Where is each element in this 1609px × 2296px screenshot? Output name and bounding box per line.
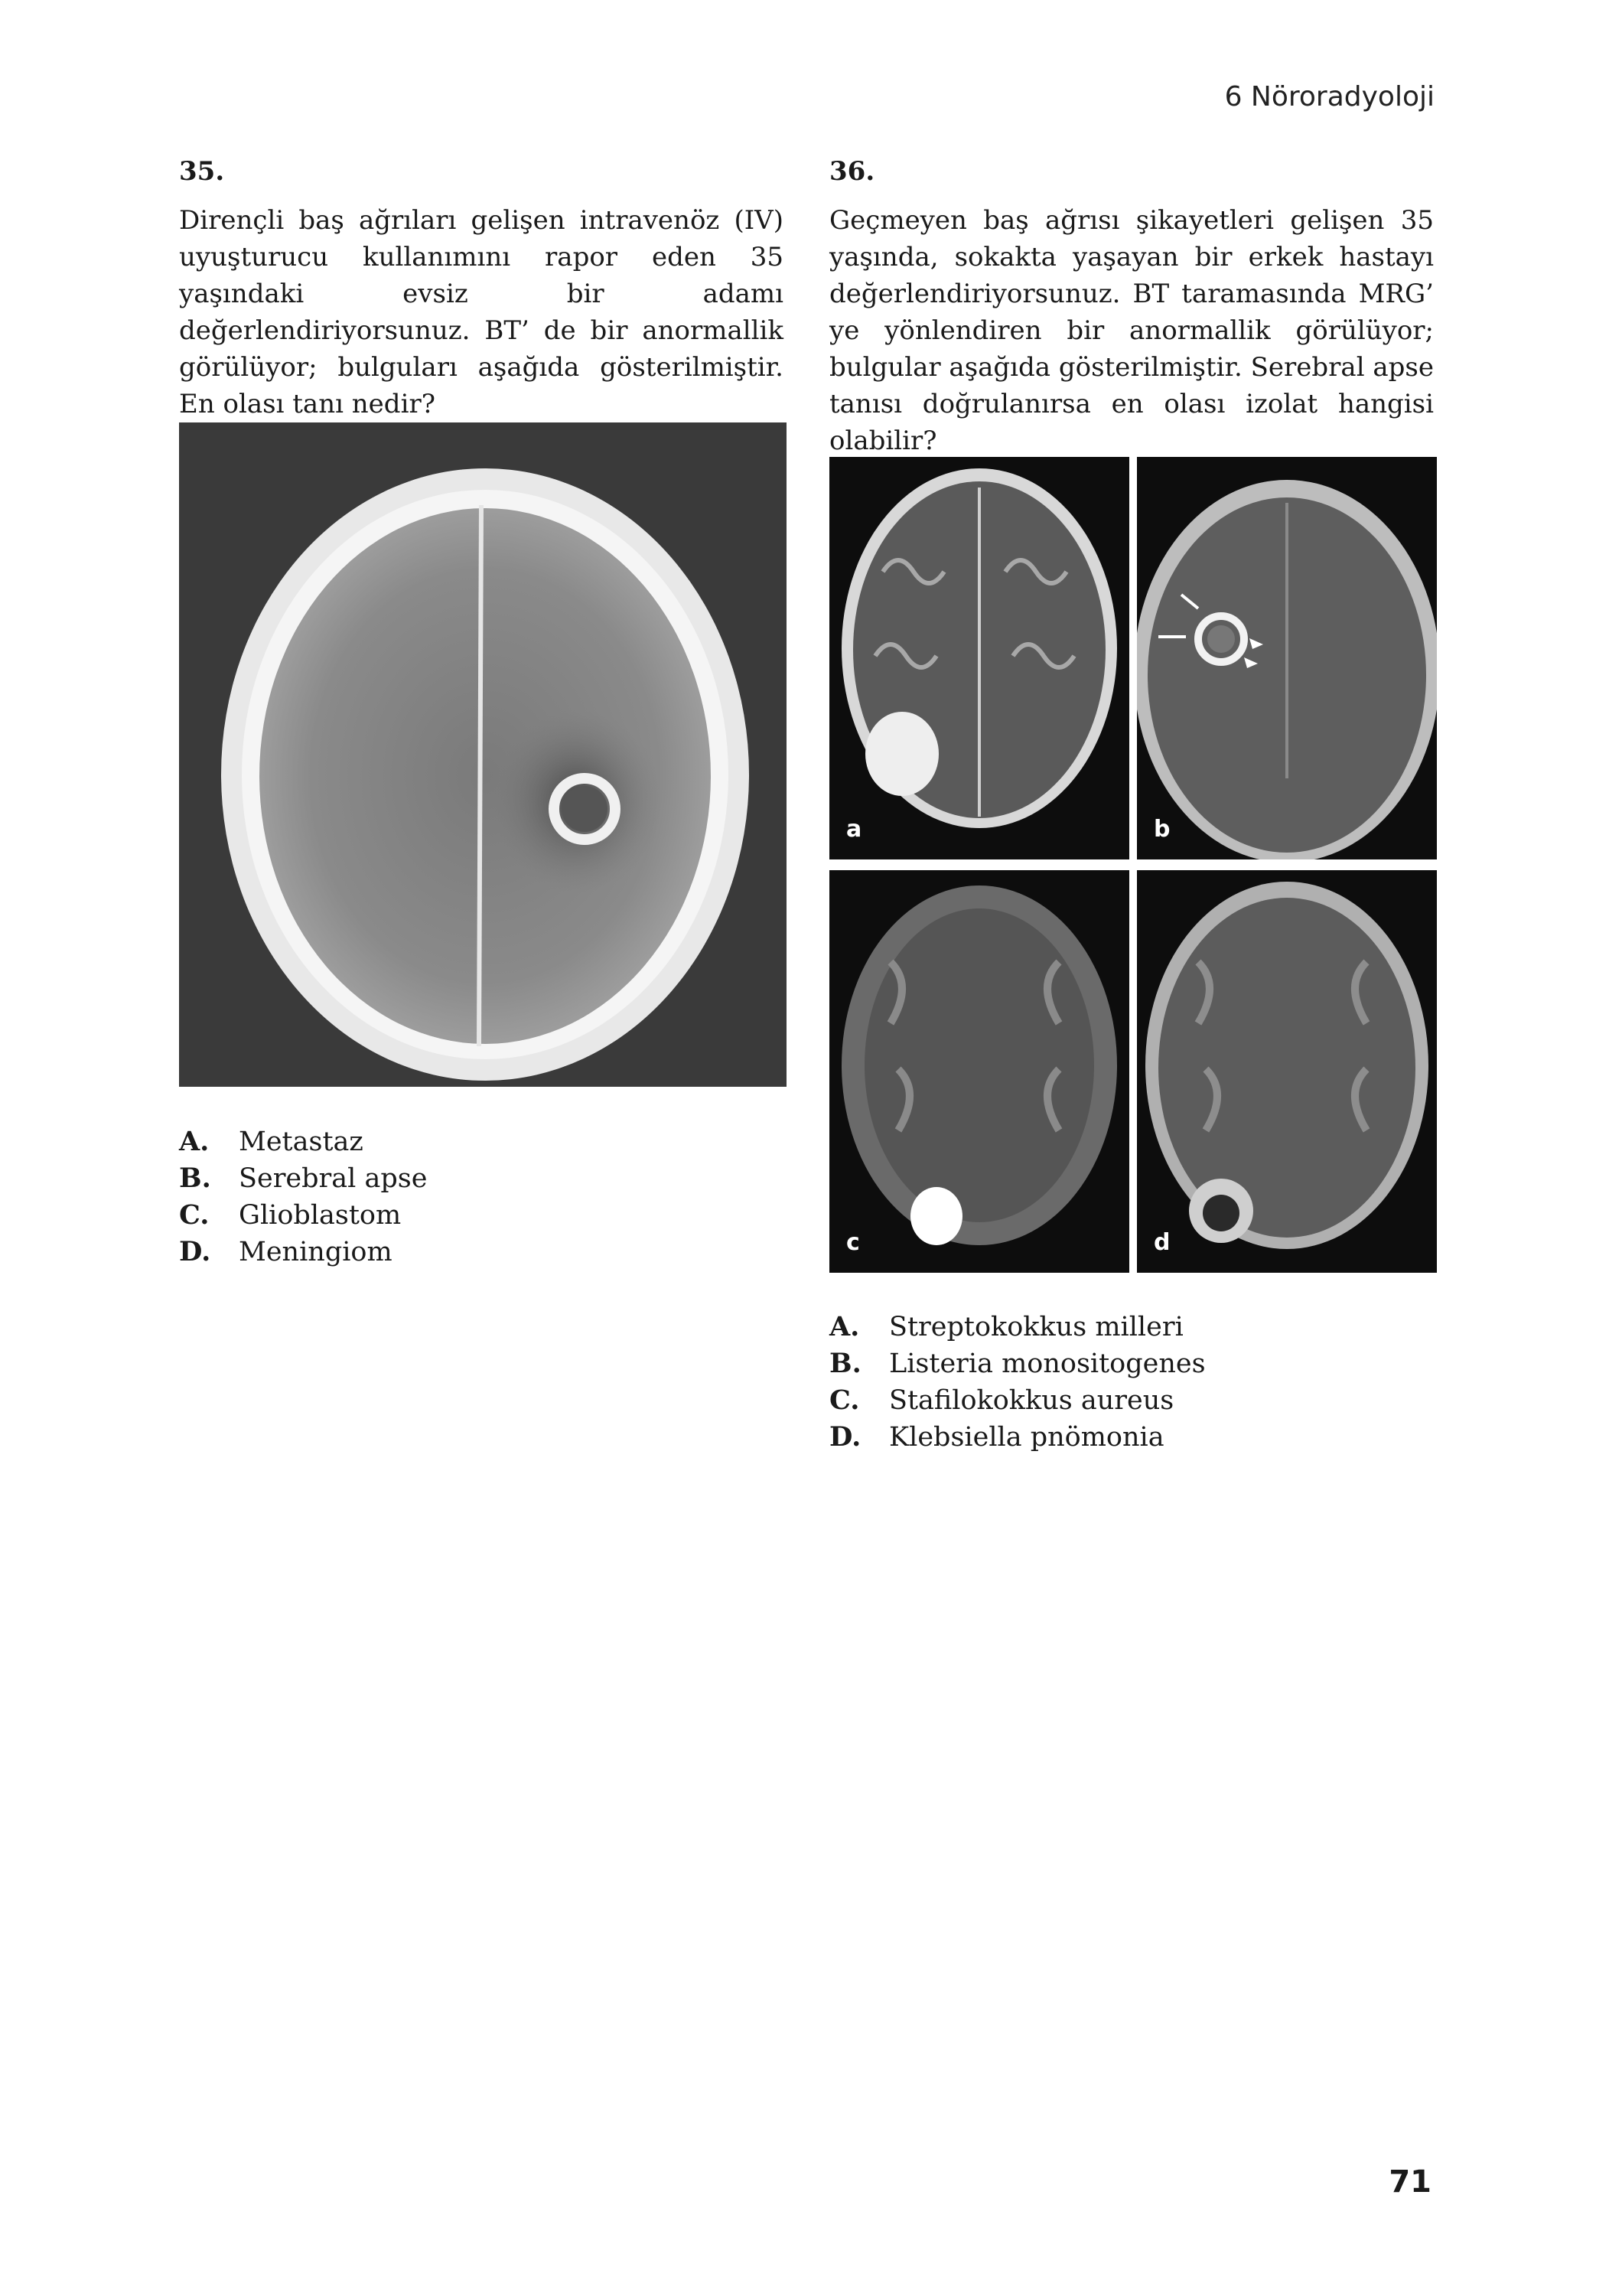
answer-letter: A. — [829, 1311, 860, 1342]
answer-text: Streptokokkus milleri — [889, 1312, 1184, 1342]
answer-list — [829, 1309, 1206, 1456]
answer-text: Serebral apse — [239, 1163, 428, 1194]
answer-option[interactable] — [179, 1234, 427, 1270]
panel-label: b — [1154, 816, 1171, 843]
answer-letter: C. — [179, 1199, 210, 1231]
answer-text: Stafilokokkus aureus — [889, 1385, 1174, 1416]
answer-option[interactable] — [829, 1309, 1206, 1345]
answer-letter: D. — [179, 1236, 211, 1267]
answer-letter: B. — [179, 1163, 211, 1194]
answer-option[interactable] — [179, 1124, 427, 1160]
question-35 — [179, 156, 783, 422]
answer-option[interactable] — [179, 1160, 427, 1197]
question-stem: Geçmeyen baş ağrısı şikayetleri gelişen 35 yaşında, sokakta yaşayan bir erkek hastayı değerlendiriyorsunuz. BT taramasında MRG’ ye yönlendiren bir anormallik görülüyor; bulgular aşağıda gösterilmiştir. Serebral apse tanısı doğrulanırsa en olası izolat hangisi olabilir? — [829, 205, 1434, 456]
ct-scan-image — [179, 422, 787, 1087]
answer-text: Klebsiella pnömonia — [889, 1422, 1164, 1453]
question-number: 36. — [829, 156, 875, 187]
question-36 — [829, 156, 1434, 459]
answer-text: Metastaz — [239, 1127, 363, 1157]
panel-label: c — [846, 1229, 860, 1256]
answer-list — [179, 1124, 427, 1270]
answer-option[interactable] — [829, 1345, 1206, 1382]
answer-letter: C. — [829, 1384, 860, 1416]
mri-panel-b — [1137, 457, 1437, 859]
answer-letter: A. — [179, 1126, 210, 1157]
answer-text: Meningiom — [239, 1237, 392, 1267]
answer-letter: D. — [829, 1421, 861, 1453]
question-number: 35. — [179, 156, 225, 187]
mri-panel-a — [829, 457, 1129, 859]
chapter-header: 6 Nöroradyoloji — [1224, 81, 1435, 113]
answer-option[interactable] — [179, 1197, 427, 1234]
panel-label: a — [846, 816, 862, 843]
mri-panel-d — [1137, 870, 1437, 1273]
answer-text: Glioblastom — [239, 1200, 402, 1231]
answer-option[interactable] — [829, 1419, 1206, 1456]
page-number: 71 — [1389, 2164, 1431, 2200]
question-stem: Dirençli baş ağrıları gelişen intravenöz (IV) uyuşturucu kullanımını rapor eden 35 yaşındaki evsiz bir adamı değerlendiriyorsunuz. BT’ de bir anormallik görülüyor; bulguları aşağıda gösterilmiştir. En olası tanı nedir? — [179, 205, 783, 419]
answer-option[interactable] — [829, 1382, 1206, 1419]
mri-panel-c — [829, 870, 1129, 1273]
answer-text: Listeria monositogenes — [889, 1349, 1206, 1379]
panel-label: d — [1154, 1229, 1171, 1256]
answer-letter: B. — [829, 1348, 861, 1379]
